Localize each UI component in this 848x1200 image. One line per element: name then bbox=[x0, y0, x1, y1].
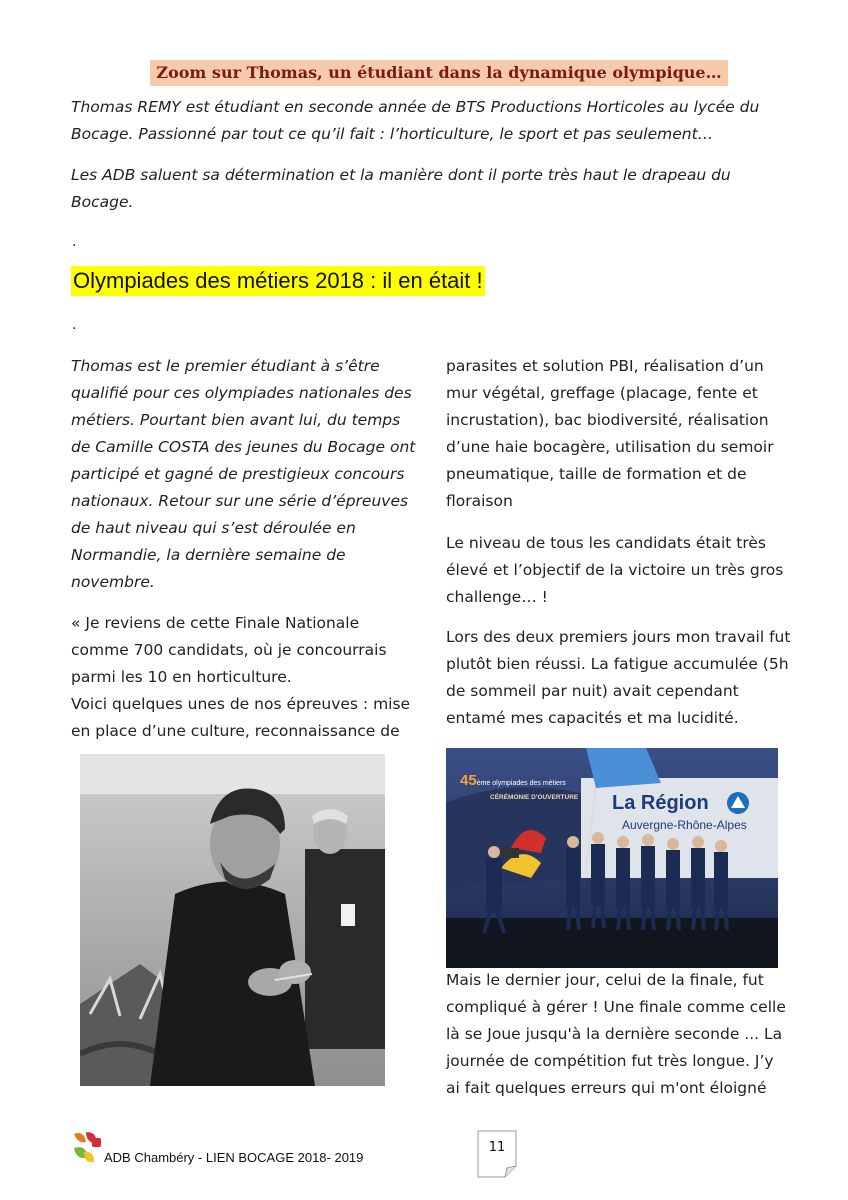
student-photo-image bbox=[80, 754, 385, 1086]
separator-dot: . bbox=[72, 234, 77, 250]
leaf-logo-icon bbox=[72, 1130, 106, 1166]
banner-text: ème olympiades des métiers bbox=[476, 780, 566, 787]
intro-paragraph-2: Les ADB saluent sa détermination et la manière dont il porte très haut le drapeau du Bocage. bbox=[71, 166, 731, 211]
sign-title: La Région bbox=[612, 792, 709, 814]
right-column-paragraph-4: Mais le dernier jour, celui de la finale, fut compliqué à gérer ! Une finale comme celle là se Joue jusqu'à la dernière seconde ... La journée de compétition fut très longue. J’y ai fait quelques erreurs qui m'ont éloigné bbox=[446, 971, 786, 1097]
right-column-paragraph-3: Lors des deux premiers jours mon travail fut plutôt bien réussi. La fatigue accumulée (5h de sommeil par nuit) avait cependant entamé mes capacités et ma lucidité. bbox=[446, 628, 791, 727]
page-number: 11 bbox=[488, 1140, 506, 1155]
sign-subtitle: Auvergne-Rhône-Alpes bbox=[622, 818, 747, 832]
adb-logo bbox=[72, 1130, 106, 1166]
left-column-paragraph-1: Thomas est le premier étudiant à s’être qualifié pour ces olympiades nationales des métiers. Pourtant bien avant lui, du temps de Camille COSTA des jeunes du Bocage ont participé et gagné de prestigieux concours nationaux. Retour sur une série d’épreuves de haut niveau qui s’est déroulée en Normandie, la dernière semaine de novembre. bbox=[71, 357, 416, 591]
right-column-paragraph-1: parasites et solution PBI, réalisation d’un mur végétal, greffage (placage, fente et incrustation), bac biodiversité, réalisation d’une haie bocagère, utilisation du semoir pneumatique, taille de formation et de floraison bbox=[446, 357, 774, 510]
footer-text: ADB Chambéry - LIEN BOCAGE 2018- 2019 bbox=[104, 1150, 364, 1165]
left-column-paragraph-2: « Je reviens de cette Finale Nationale comme 700 candidats, où je concourrais parmi les 10 en horticulture. Voici quelques unes de nos épreuves : mise en place d’une culture, reconnaissance de bbox=[71, 614, 411, 740]
banner-number: 45 bbox=[460, 772, 477, 789]
intro-paragraph-1: Thomas REMY est étudiant en seconde année de BTS Productions Horticoles au lycée du Bocage. Passionné par tout ce qu’il fait : l’horticulture, le sport et pas seulement… bbox=[71, 98, 760, 143]
student-photo bbox=[80, 754, 385, 1086]
article-title: Zoom sur Thomas, un étudiant dans la dynamique olympique… bbox=[150, 60, 728, 86]
section-heading: Olympiades des métiers 2018 : il en était ! bbox=[71, 266, 485, 296]
ceremony-photo bbox=[446, 748, 778, 968]
banner-caption: CÉRÉMONIE D'OUVERTURE bbox=[490, 794, 579, 801]
separator-dot: . bbox=[72, 317, 77, 333]
banner-logo bbox=[460, 772, 566, 790]
right-column-paragraph-2: Le niveau de tous les candidats était très élevé et l’objectif de la victoire un très gros challenge… ! bbox=[446, 534, 784, 606]
